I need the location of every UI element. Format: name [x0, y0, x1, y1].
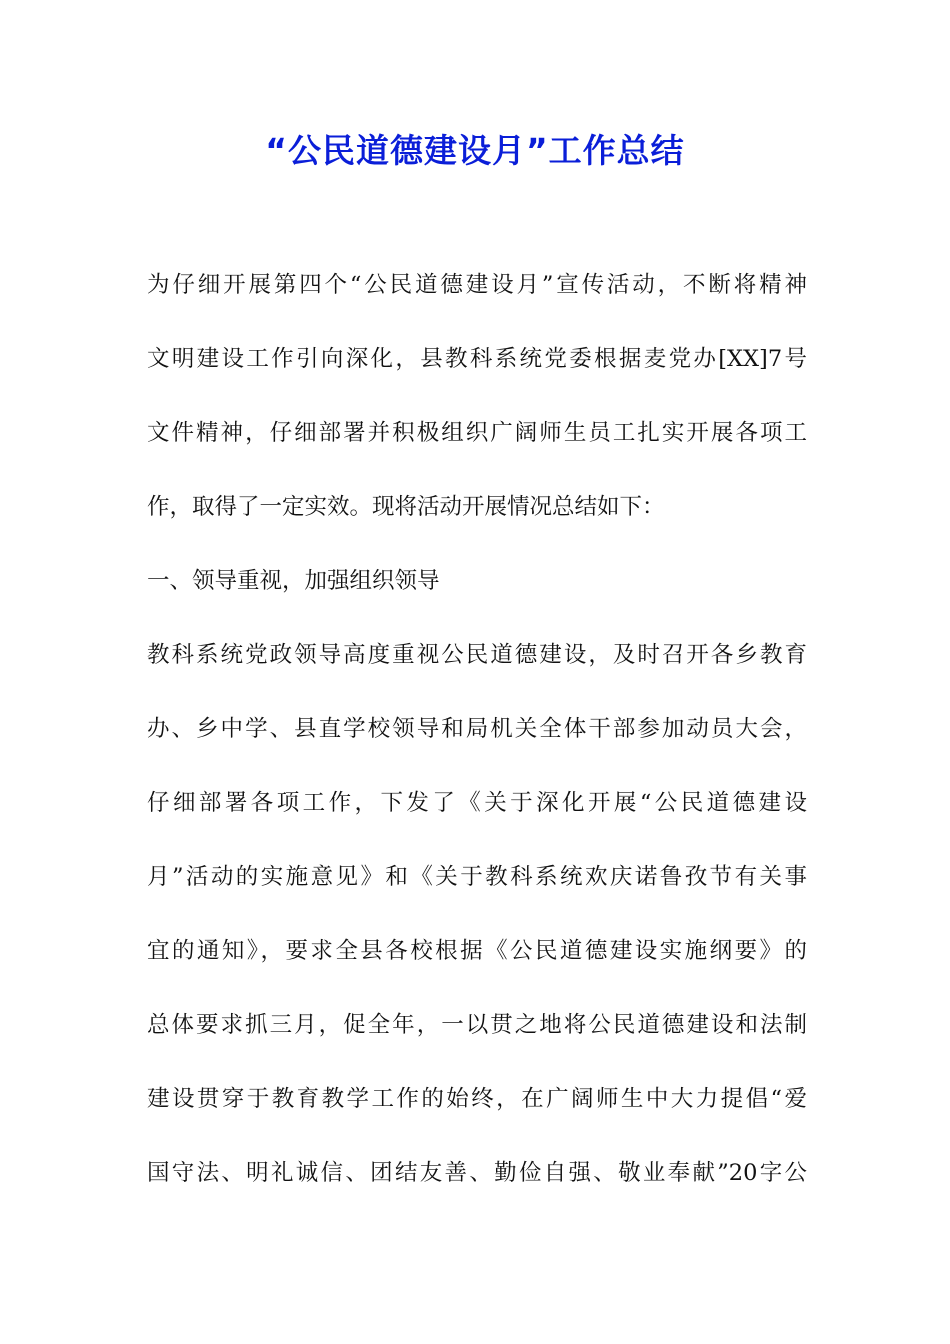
body-line: 总体要求抓三月，促全年，一以贯之地将公民道德建设和法制	[147, 1012, 807, 1038]
body-line: 为仔细开展第四个“公民道德建设月”宣传活动，不断将精神	[147, 272, 807, 298]
document-body	[147, 262, 807, 1224]
body-line: 宜的通知》，要求全县各校根据《公民道德建设实施纲要》的	[147, 938, 807, 964]
document-title: “公民道德建设月”工作总结	[265, 131, 685, 170]
body-line: 文件精神，仔细部署并积极组织广阔师生员工扎实开展各项工	[147, 420, 807, 446]
section-heading: 一、领导重视，加强组织领导	[147, 568, 440, 594]
body-line: 办、乡中学、县直学校领导和局机关全体干部参加动员大会，	[147, 716, 807, 742]
body-line: 教科系统党政领导高度重视公民道德建设，及时召开各乡教育	[147, 642, 807, 668]
body-line: 仔细部署各项工作，下发了《关于深化开展“公民道德建设	[147, 790, 807, 816]
body-line: 月”活动的实施意见》和《关于教科系统欢庆诺鲁孜节有关事	[147, 864, 807, 890]
body-line: 文明建设工作引向深化，县教科系统党委根据麦党办[XX]7号	[147, 346, 807, 372]
body-line: 作，取得了一定实效。现将活动开展情况总结如下：	[147, 494, 665, 520]
body-line: 国守法、明礼诚信、团结友善、勤俭自强、敬业奉献”20字公	[147, 1160, 807, 1186]
body-line: 建设贯穿于教育教学工作的始终，在广阔师生中大力提倡“爱	[147, 1086, 807, 1112]
